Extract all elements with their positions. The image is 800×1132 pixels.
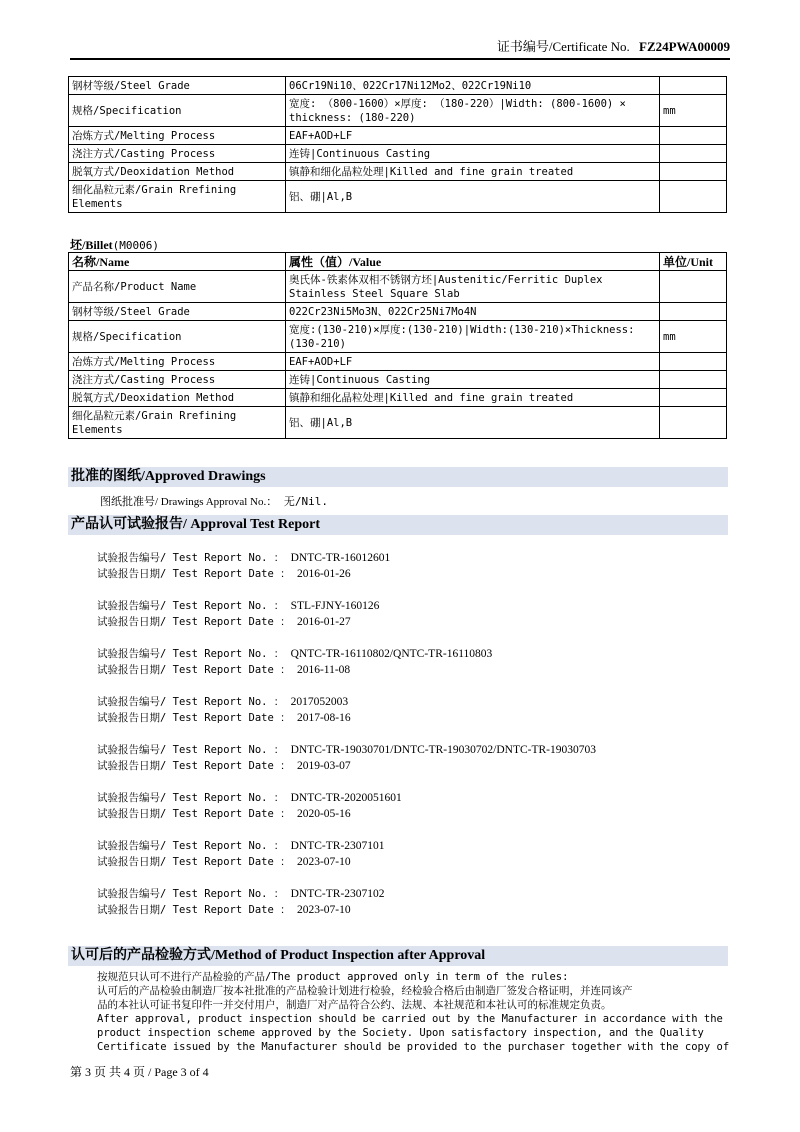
test-report-no-label: 试验报告编号/ Test Report No. ： — [97, 744, 285, 756]
table-row — [69, 271, 727, 303]
row-name: 冶炼方式/Melting Process — [69, 127, 286, 145]
test-report-entry — [97, 838, 596, 870]
inspection-line: Certificate issued by the Manufacturer should be provided to the purchaser together with the copy of — [97, 1041, 730, 1053]
test-report-no-value: STL-FJNY-160126 — [290, 600, 380, 612]
approved-drawings-heading: 批准的图纸/Approved Drawings — [68, 467, 728, 487]
test-report-date-value: 2016-11-08 — [296, 664, 351, 676]
row-unit — [660, 389, 727, 407]
test-report-entry — [97, 646, 596, 678]
test-report-date-line — [97, 854, 596, 870]
table-row — [69, 371, 727, 389]
certificate-label: 证书编号/Certificate No. — [496, 39, 630, 54]
table-row — [69, 321, 727, 353]
row-value: 铝、硼|Al,B — [286, 407, 660, 439]
row-name: 钢材等级/Steel Grade — [69, 303, 286, 321]
row-value: 镇静和细化晶粒处理|Killed and fine grain treated — [286, 389, 660, 407]
row-unit — [660, 127, 727, 145]
certificate-number: FZ24PWA00009 — [639, 39, 730, 54]
slab-spec-table — [68, 76, 727, 213]
table-header-row — [69, 253, 727, 271]
row-unit — [660, 145, 727, 163]
row-value: 022Cr23Ni5Mo3N、022Cr25Ni7Mo4N — [286, 303, 660, 321]
row-value: 连铸|Continuous Casting — [286, 145, 660, 163]
table-row — [69, 181, 727, 213]
row-name: 钢材等级/Steel Grade — [69, 77, 286, 95]
table-row — [69, 163, 727, 181]
row-name: 浇注方式/Casting Process — [69, 371, 286, 389]
column-header-unit: 单位/Unit — [660, 253, 727, 271]
test-report-no-value: 2017052003 — [290, 696, 349, 708]
test-report-no-label: 试验报告编号/ Test Report No. ： — [97, 840, 285, 852]
row-name: 产品名称/Product Name — [69, 271, 286, 303]
test-report-date-line — [97, 758, 596, 774]
test-report-no-line — [97, 742, 596, 758]
row-unit — [660, 271, 727, 303]
row-value: 铝、硼|Al,B — [286, 181, 660, 213]
test-report-entry — [97, 742, 596, 774]
row-unit — [660, 353, 727, 371]
test-report-no-line — [97, 694, 596, 710]
test-report-date-value: 2023-07-10 — [296, 856, 351, 868]
table-row — [69, 389, 727, 407]
test-report-date-value: 2023-07-10 — [296, 904, 351, 916]
row-unit — [660, 407, 727, 439]
table-row — [69, 353, 727, 371]
column-header-value: 属性（值）/Value — [286, 253, 660, 271]
inspection-line: After approval, product inspection should be carried out by the Manufacturer in accordance with the — [97, 1013, 723, 1025]
inspection-line: 认可后的产品检验由制造厂按本社批准的产品检验计划进行检验，经检验合格后由制造厂签发合格证明，并连同该产 — [97, 985, 633, 997]
row-unit: mm — [660, 95, 727, 127]
test-report-date-line — [97, 710, 596, 726]
inspection-line: product inspection scheme approved by the Society. Upon satisfactory inspection, and the Quality — [97, 1027, 704, 1039]
test-report-entry — [97, 598, 596, 630]
approval-test-report-heading: 产品认可试验报告/ Approval Test Report — [68, 515, 728, 535]
billet-caption — [70, 236, 159, 253]
test-report-no-line — [97, 598, 596, 614]
row-value: EAF+AOD+LF — [286, 353, 660, 371]
test-report-date-line — [97, 614, 596, 630]
test-report-no-line — [97, 646, 596, 662]
test-report-no-label: 试验报告编号/ Test Report No. ： — [97, 792, 285, 804]
test-report-no-value: DNTC-TR-16012601 — [290, 552, 391, 564]
test-report-date-value: 2020-05-16 — [296, 808, 351, 820]
inspection-body — [97, 970, 730, 1054]
row-name: 规格/Specification — [69, 95, 286, 127]
test-report-date-label: 试验报告日期/ Test Report Date ： — [97, 568, 291, 580]
column-header-name: 名称/Name — [69, 253, 286, 271]
test-report-list — [97, 550, 596, 934]
test-report-date-line — [97, 902, 596, 918]
row-value: EAF+AOD+LF — [286, 127, 660, 145]
table-row — [69, 77, 727, 95]
row-value: 连铸|Continuous Casting — [286, 371, 660, 389]
test-report-no-label: 试验报告编号/ Test Report No. ： — [97, 648, 285, 660]
row-name: 规格/Specification — [69, 321, 286, 353]
test-report-no-line — [97, 886, 596, 902]
table-row — [69, 95, 727, 127]
test-report-entry — [97, 886, 596, 918]
test-report-no-value: DNTC-TR-2020051601 — [290, 792, 402, 804]
row-name: 脱氧方式/Deoxidation Method — [69, 163, 286, 181]
test-report-date-value: 2017-08-16 — [296, 712, 351, 724]
test-report-no-value: DNTC-TR-19030701/DNTC-TR-19030702/DNTC-TR-19030703 — [290, 744, 596, 756]
test-report-date-label: 试验报告日期/ Test Report Date ： — [97, 856, 291, 868]
certificate-header — [70, 36, 730, 60]
table-row — [69, 407, 727, 439]
row-value: 宽度: （800-1600）×厚度: （180-220）|Width: (800-1600) × thickness: (180-220) — [286, 95, 660, 127]
test-report-date-label: 试验报告日期/ Test Report Date ： — [97, 808, 291, 820]
drawings-approval-label: 图纸批准号/ Drawings Approval No.： — [100, 496, 278, 508]
drawings-approval-line — [100, 493, 328, 509]
test-report-date-line — [97, 806, 596, 822]
billet-caption-title: 坯/Billet — [70, 238, 113, 252]
row-value: 06Cr19Ni10、022Cr17Ni12Mo2、022Cr19Ni10 — [286, 77, 660, 95]
row-unit: mm — [660, 321, 727, 353]
row-name: 浇注方式/Casting Process — [69, 145, 286, 163]
test-report-no-line — [97, 838, 596, 854]
row-unit — [660, 181, 727, 213]
inspection-method-heading: 认可后的产品检验方式/Method of Product Inspection after Approval — [68, 946, 728, 966]
row-name: 细化晶粒元素/Grain Rrefining Elements — [69, 407, 286, 439]
row-value: 奥氏体-铁素体双相不锈钢方坯|Austenitic/Ferritic Duplex Stainless Steel Square Slab — [286, 271, 660, 303]
table-row — [69, 145, 727, 163]
table-row — [69, 127, 727, 145]
drawings-approval-value: 无/Nil. — [283, 495, 328, 508]
test-report-date-label: 试验报告日期/ Test Report Date ： — [97, 904, 291, 916]
test-report-date-label: 试验报告日期/ Test Report Date ： — [97, 664, 291, 676]
row-name: 脱氧方式/Deoxidation Method — [69, 389, 286, 407]
row-unit — [660, 163, 727, 181]
test-report-no-value: DNTC-TR-2307101 — [290, 840, 385, 852]
test-report-entry — [97, 790, 596, 822]
test-report-date-line — [97, 662, 596, 678]
page-footer: 第 3 页 共 4 页 / Page 3 of 4 — [70, 1065, 209, 1079]
test-report-date-value: 2019-03-07 — [296, 760, 351, 772]
billet-caption-code: (M0006) — [112, 239, 160, 252]
test-report-date-line — [97, 566, 596, 582]
test-report-entry — [97, 550, 596, 582]
test-report-no-value: DNTC-TR-2307102 — [290, 888, 385, 900]
test-report-entry — [97, 694, 596, 726]
row-unit — [660, 303, 727, 321]
test-report-no-label: 试验报告编号/ Test Report No. ： — [97, 888, 285, 900]
test-report-date-label: 试验报告日期/ Test Report Date ： — [97, 616, 291, 628]
test-report-date-label: 试验报告日期/ Test Report Date ： — [97, 760, 291, 772]
test-report-no-line — [97, 550, 596, 566]
row-unit — [660, 371, 727, 389]
test-report-no-label: 试验报告编号/ Test Report No. ： — [97, 552, 285, 564]
row-value: 宽度:(130-210)×厚度:(130-210)|Width:(130-210)×Thickness:(130-210) — [286, 321, 660, 353]
test-report-date-value: 2016-01-27 — [296, 616, 351, 628]
test-report-no-value: QNTC-TR-16110802/QNTC-TR-16110803 — [290, 648, 493, 660]
test-report-date-value: 2016-01-26 — [296, 568, 351, 580]
row-value: 镇静和细化晶粒处理|Killed and fine grain treated — [286, 163, 660, 181]
row-name: 冶炼方式/Melting Process — [69, 353, 286, 371]
inspection-line: 按规范只认可不进行产品检验的产品/The product approved only in term of the rules: — [97, 971, 569, 983]
billet-spec-table — [68, 252, 727, 439]
inspection-line: 品的本社认可证书复印件一并交付用户，制造厂对产品符合公约、法规、本社规范和本社认可的标准规定负责。 — [97, 999, 612, 1011]
test-report-date-label: 试验报告日期/ Test Report Date ： — [97, 712, 291, 724]
row-unit — [660, 77, 727, 95]
test-report-no-label: 试验报告编号/ Test Report No. ： — [97, 696, 285, 708]
test-report-no-label: 试验报告编号/ Test Report No. ： — [97, 600, 285, 612]
test-report-no-line — [97, 790, 596, 806]
row-name: 细化晶粒元素/Grain Rrefining Elements — [69, 181, 286, 213]
table-row — [69, 303, 727, 321]
